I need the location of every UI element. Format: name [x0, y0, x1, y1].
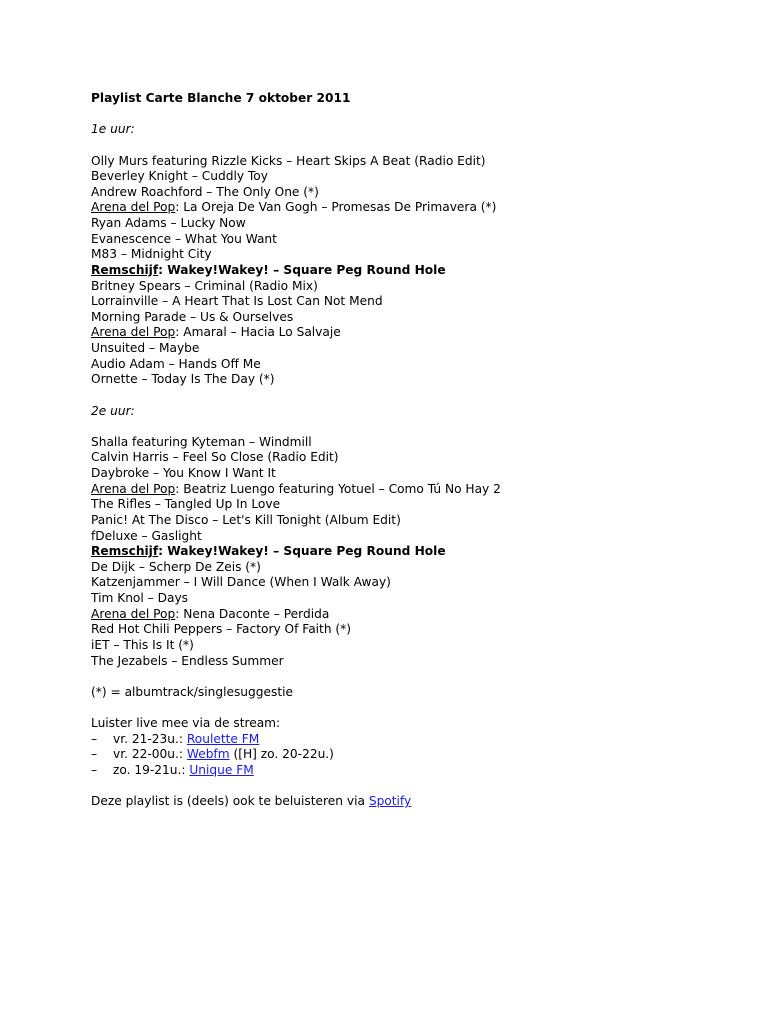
- track-line: [91, 435, 731, 451]
- bullet-dash: –: [91, 762, 98, 777]
- track-line: [91, 169, 731, 185]
- track-text: Red Hot Chili Peppers – Factory Of Faith (*): [91, 622, 352, 637]
- spacer: [91, 700, 731, 716]
- document-page: [91, 91, 731, 810]
- track-text: Andrew Roachford – The Only One (*): [91, 184, 319, 199]
- track-line: [91, 232, 731, 248]
- track-line: [91, 341, 731, 357]
- track-line: [91, 591, 731, 607]
- track-text: Ryan Adams – Lucky Now: [91, 216, 246, 230]
- stream-list: [91, 732, 731, 779]
- track-text: : La Oreja De Van Gogh – Promesas De Primavera (*): [175, 200, 497, 215]
- segment-label: Remschijf: [91, 262, 159, 277]
- track-line: [91, 294, 731, 310]
- stream-time: zo. 19-21u.:: [113, 762, 190, 777]
- track-text: Audio Adam – Hands Off Me: [91, 356, 261, 371]
- track-line: [91, 560, 731, 576]
- spacer: [91, 107, 731, 123]
- track-line: [91, 654, 731, 670]
- track-text: : Beatriz Luengo featuring Yotuel – Como Tú No Hay 2: [175, 481, 501, 496]
- track-text: Unsuited – Maybe: [91, 341, 200, 355]
- track-text: : Wakey!Wakey! – Square Peg Round Hole: [158, 262, 446, 277]
- stream-entry: [91, 763, 731, 779]
- bullet-dash: –: [91, 747, 98, 762]
- track-text: : Nena Daconte – Perdida: [175, 606, 330, 621]
- stream-time: vr. 22-00u.:: [113, 747, 187, 762]
- track-line: [91, 185, 731, 201]
- stream-note: ([H] zo. 20-22u.): [229, 747, 334, 762]
- track-text: The Rifles – Tangled Up In Love: [91, 497, 281, 512]
- track-line: [91, 310, 731, 326]
- track-text: The Jezabels – Endless Summer: [91, 653, 284, 668]
- track-text: Tim Knol – Days: [91, 591, 189, 605]
- track-text: Olly Murs featuring Rizzle Kicks – Heart Skips A Beat (Radio Edit): [91, 153, 486, 168]
- track-text: Beverley Knight – Cuddly Toy: [91, 169, 268, 184]
- stream-time: vr. 21-23u.:: [113, 731, 187, 746]
- track-line: [91, 575, 731, 591]
- hour2-heading: 2e uur:: [91, 403, 135, 418]
- spotify-link[interactable]: Spotify: [368, 794, 412, 809]
- track-line: [91, 279, 731, 295]
- track-text: De Dijk – Scherp De Zeis (*): [91, 559, 261, 574]
- track-text: : Wakey!Wakey! – Square Peg Round Hole: [158, 544, 446, 559]
- hour1-track-list: [91, 154, 731, 388]
- track-line: [91, 450, 731, 466]
- track-line: [91, 497, 731, 513]
- track-text: Shalla featuring Kyteman – Windmill: [91, 434, 312, 449]
- segment-label: Arena del Pop: [91, 200, 176, 215]
- stream-link[interactable]: Unique FM: [189, 762, 254, 777]
- track-text: Lorrainville – A Heart That Is Lost Can Not Mend: [91, 294, 383, 309]
- footnote: (*) = albumtrack/singlesuggestie: [91, 684, 294, 699]
- track-text: Evanescence – What You Want: [91, 231, 277, 246]
- track-text: Ornette – Today Is The Day (*): [91, 372, 275, 387]
- track-line: [91, 154, 731, 170]
- track-line: [91, 622, 731, 638]
- track-text: : Amaral – Hacia Lo Salvaje: [175, 325, 341, 340]
- segment-label: Arena del Pop: [91, 481, 176, 496]
- spotify-line: [91, 794, 731, 810]
- track-line: [91, 513, 731, 529]
- track-line: [91, 216, 731, 232]
- track-line: [91, 200, 731, 216]
- hour2-track-list: [91, 435, 731, 669]
- track-text: Calvin Harris – Feel So Close (Radio Edit): [91, 450, 339, 465]
- stream-entry: [91, 747, 731, 763]
- stream-link[interactable]: Roulette FM: [186, 731, 260, 746]
- track-line: [91, 544, 731, 560]
- track-text: Britney Spears – Criminal (Radio Mix): [91, 278, 318, 293]
- track-line: [91, 357, 731, 373]
- hour1-heading: 1e uur:: [91, 122, 135, 137]
- track-line: [91, 263, 731, 279]
- track-text: Daybroke – You Know I Want It: [91, 466, 276, 480]
- segment-label: Arena del Pop: [91, 606, 176, 621]
- track-text: iET – This Is It (*): [91, 637, 194, 652]
- spacer: [91, 138, 731, 154]
- track-text: Morning Parade – Us & Ourselves: [91, 309, 294, 324]
- spacer: [91, 669, 731, 685]
- track-line: [91, 247, 731, 263]
- segment-label: Remschijf: [91, 544, 159, 559]
- track-text: M83 – Midnight City: [91, 247, 212, 262]
- track-line: [91, 607, 731, 623]
- segment-label: Arena del Pop: [91, 325, 176, 340]
- spotify-text: Deze playlist is (deels) ook te beluisteren via: [91, 794, 369, 809]
- spacer: [91, 419, 731, 435]
- track-text: Katzenjammer – I Will Dance (When I Walk Away): [91, 575, 391, 590]
- track-line: [91, 529, 731, 545]
- track-line: [91, 638, 731, 654]
- bullet-dash: –: [91, 731, 98, 746]
- track-line: [91, 325, 731, 341]
- track-line: [91, 372, 731, 388]
- track-text: Panic! At The Disco – Let's Kill Tonight (Album Edit): [91, 512, 401, 527]
- page-title: Playlist Carte Blanche 7 oktober 2011: [91, 91, 351, 105]
- stream-link[interactable]: Webfm: [186, 747, 230, 762]
- stream-intro: Luister live mee via de stream:: [91, 716, 281, 730]
- track-line: [91, 466, 731, 482]
- track-text: fDeluxe – Gaslight: [91, 528, 202, 543]
- spacer: [91, 388, 731, 404]
- stream-entry: [91, 732, 731, 748]
- track-line: [91, 482, 731, 498]
- spacer: [91, 779, 731, 795]
